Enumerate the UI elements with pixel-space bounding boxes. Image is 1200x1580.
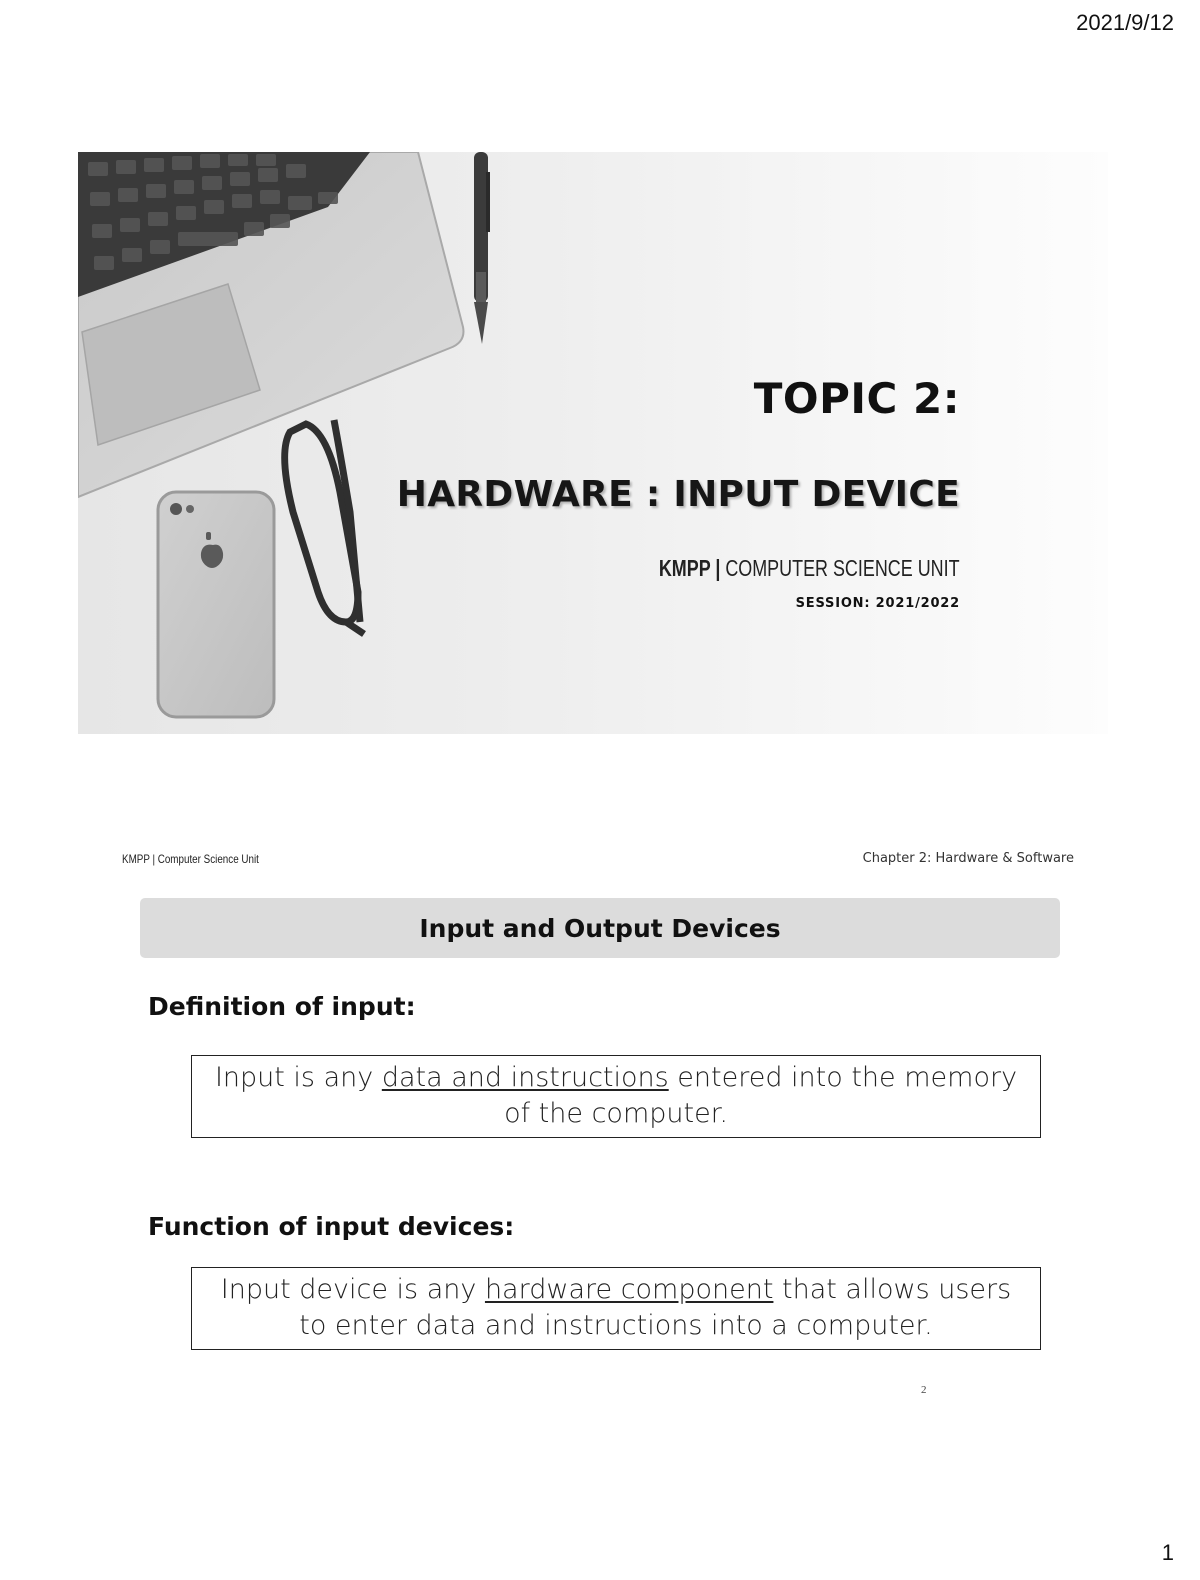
function-box — [191, 1267, 1041, 1350]
page-number: 1 — [1161, 1540, 1174, 1565]
unit-label: COMPUTER SCIENCE UNIT — [725, 555, 960, 581]
unit-line — [659, 555, 960, 582]
function-text-before: Input device is any — [220, 1274, 485, 1305]
function-heading: Function of input devices: — [148, 1212, 515, 1241]
glasses — [285, 420, 364, 634]
function-text-after: that allows users to enter data and instructions into a computer. — [299, 1274, 1012, 1341]
session-label: SESSION: 2021/2022 — [795, 596, 960, 611]
phone — [158, 492, 274, 717]
title-slide — [78, 152, 1108, 734]
definition-text-after: entered into the memory of the computer. — [504, 1062, 1018, 1129]
definition-heading: Definition of input: — [148, 992, 416, 1021]
topic-label: TOPIC 2: — [753, 374, 960, 423]
definition-underlined: data and instructions — [381, 1062, 669, 1093]
slide-header-left: KMPP | Computer Science Unit — [122, 852, 259, 866]
slide-number: 2 — [921, 1384, 927, 1396]
definition-text-before: Input is any — [214, 1062, 382, 1093]
pen — [474, 152, 490, 344]
org-label: KMPP | — [659, 555, 721, 581]
definition-box — [191, 1055, 1041, 1138]
slide-header-right: Chapter 2: Hardware & Software — [862, 851, 1074, 866]
desk-photo — [78, 152, 1108, 734]
section-banner: Input and Output Devices — [140, 898, 1060, 958]
page-date: 2021/9/12 — [1076, 10, 1174, 35]
slide-title: HARDWARE : INPUT DEVICE — [396, 474, 960, 515]
function-underlined: hardware component — [484, 1274, 774, 1305]
